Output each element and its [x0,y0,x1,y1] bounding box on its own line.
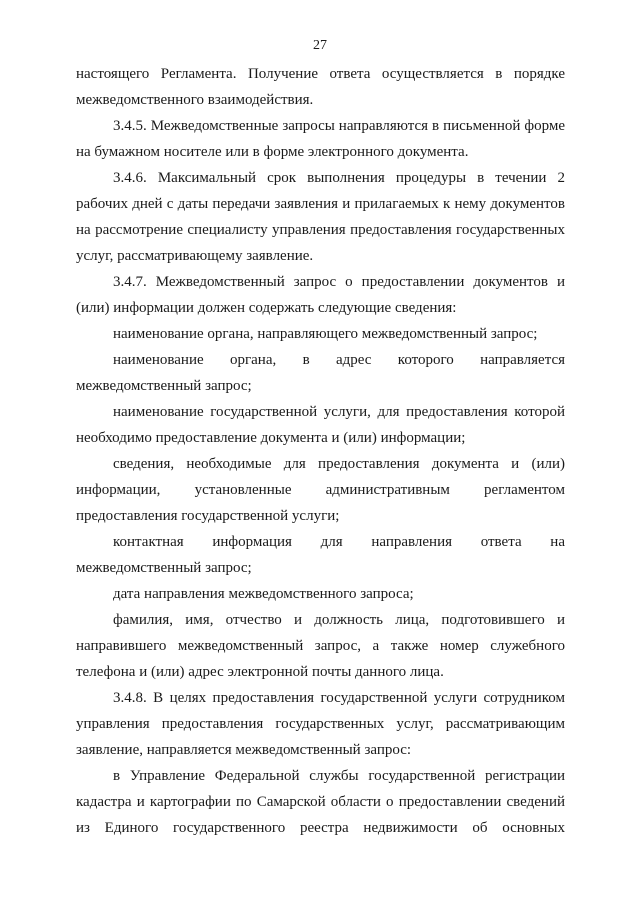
list-item-required-info: сведения, необходимые для предоставления документа и (или) информации, установленные административным регламентом предоставления государственной услуги; [76,456,565,524]
paragraph-rosreestr-request: в Управление Федеральной службы государственной регистрации кадастра и картографии по Самарской области о предоставлении сведений из Единого государственного реестра недвижимости об основных [76,768,565,836]
paragraph-3-4-8: 3.4.8. В целях предоставления государственной услуги сотрудником управления предоставления государственных услуг, рассматривающим заявление, направляется межведомственный запрос: [76,690,565,758]
list-item-responsible-person: фамилия, имя, отчество и должность лица, подготовившего и направившего межведомственный запрос, а также номер служебного телефона и (или) адрес электронной почты данного лица. [76,612,565,680]
list-item-contact-info: контактная информация для направления ответа на межведомственный запрос; [76,534,565,576]
list-item-requesting-body: наименование органа, направляющего межведомственный запрос; [113,326,538,342]
list-item-request-date: дата направления межведомственного запроса; [113,586,414,602]
paragraph-3-4-5: 3.4.5. Межведомственные запросы направляются в письменной форме на бумажном носителе или в форме электронного документа. [76,118,565,160]
paragraph-3-4-7: 3.4.7. Межведомственный запрос о предоставлении документов и (или) информации должен содержать следующие сведения: [76,274,565,316]
paragraph-3-4-6: 3.4.6. Максимальный срок выполнения процедуры в течении 2 рабочих дней с даты передачи заявления и прилагаемых к нему документов на рассмотрение специалисту управления предоставления государственных услуг, рассматривающему заявление. [76,170,565,264]
list-item-service-name: наименование государственной услуги, для предоставления которой необходимо предоставление документа и (или) информации; [76,404,565,446]
paragraph-continuation: настоящего Регламента. Получение ответа осуществляется в порядке межведомственного взаимодействия. [76,66,565,108]
document-body [76,61,565,841]
page-number: 27 [313,38,327,53]
list-item-receiving-body: наименование органа, в адрес которого направляется межведомственный запрос; [76,352,565,394]
